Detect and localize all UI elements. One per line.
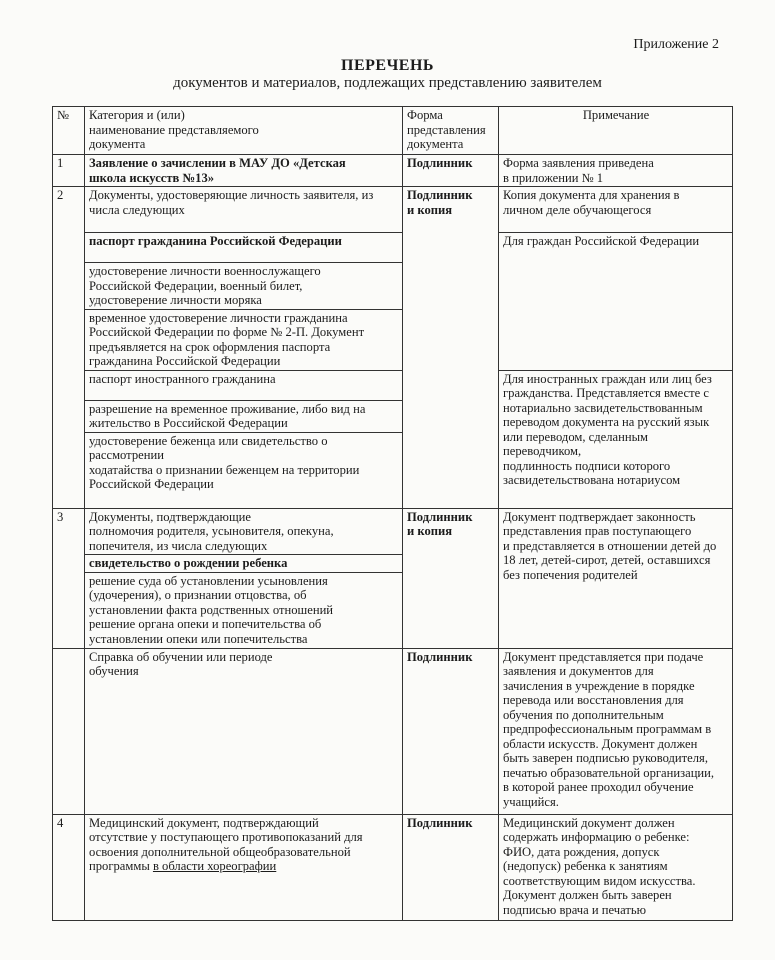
row-note: Документ подтверждает законность представления прав поступающего и представляется в отношении детей до 18 лет, детей-сирот, детей, оставшихся без попечения родителей — [499, 508, 733, 648]
table-subrow — [53, 233, 733, 263]
appendix-label: Приложение 2 — [633, 37, 719, 52]
row-category-text: Медицинский документ, подтверждающий отсутствие у поступающего противопоказаний для освоения дополнительной общеобразовательной программы — [89, 815, 363, 873]
row-note: Форма заявления приведена в приложении № 1 — [499, 155, 733, 187]
col-header-num: № — [53, 107, 85, 155]
row-form: Подлинник и копия — [403, 187, 499, 509]
row-category: Заявление о зачислении в МАУ ДО «Детская школа искусств №13» — [85, 155, 403, 187]
table-row — [53, 648, 733, 814]
row-category: Справка об обучении или периоде обучения — [85, 648, 403, 814]
row-subitem: разрешение на временное проживание, либо вид на жительство в Российской Федерации — [85, 400, 403, 432]
table-row — [53, 155, 733, 187]
table-subrow — [53, 370, 733, 400]
row-form: Подлинник и копия — [403, 508, 499, 648]
row-number: 1 — [53, 155, 85, 187]
row-subitem: временное удостоверение личности гражданина Российской Федерации по форме № 2-П. Документ предъявляется на срок оформления паспорта гражданина Российской Федерации — [85, 309, 403, 370]
table-row — [53, 187, 733, 233]
row-note: Копия документа для хранения в личном деле обучающегося — [499, 187, 733, 233]
row-category: Документы, удостоверяющие личность заявителя, из числа следующих — [85, 187, 403, 233]
row-category — [85, 814, 403, 920]
row-note: Медицинский документ должен содержать информацию о ребенке: ФИО, дата рождения, допуск (недопуск) ребенка к занятиям соответствующим видом искусства. Документ должен быть заверен подписью врача и печатью — [499, 814, 733, 920]
row-number: 4 — [53, 814, 85, 920]
row-subitem: паспорт гражданина Российской Федерации — [85, 233, 403, 263]
row-subitem: удостоверение беженца или свидетельство о рассмотрении ходатайства о признании беженцем на территории Российской Федерации — [85, 432, 403, 508]
row-note: Документ представляется при подаче заявления и документов для зачисления в учреждение в порядке перевода или восстановления для обучения по дополнительным предпрофессиональным программам в области искусств. Документ должен быть заверен подписью руководителя, печатью образовательной организации, в которой ранее проходил обучение учащийся. — [499, 648, 733, 814]
row-form: Подлинник — [403, 155, 499, 187]
document-subtitle: документов и материалов, подлежащих представлению заявителем — [173, 75, 602, 91]
col-header-form: Форма представления документа — [403, 107, 499, 155]
row-subitem: паспорт иностранного гражданина — [85, 370, 403, 400]
document-title: ПЕРЕЧЕНЬ — [341, 57, 434, 74]
row-category: Документы, подтверждающие полномочия родителя, усыновителя, опекуна, попечителя, из числа следующих — [85, 508, 403, 555]
row-subitem: свидетельство о рождении ребенка — [85, 555, 403, 573]
table-header-row — [53, 107, 733, 155]
col-header-category: Категория и (или) наименование представляемого документа — [85, 107, 403, 155]
table-row — [53, 508, 733, 555]
row-number — [53, 648, 85, 814]
row-note: Для граждан Российской Федерации — [499, 233, 733, 371]
row-subitem: удостоверение личности военнослужащего Российской Федерации, военный билет, удостоверение личности моряка — [85, 263, 403, 310]
documents-table — [52, 106, 733, 921]
row-subitem: решение суда об установлении усыновления (удочерения), о признании отцовства, об установлении факта родственных отношений решение органа опеки и попечительства об установлении опеки или попечительства — [85, 572, 403, 648]
row-number: 2 — [53, 187, 85, 509]
row-form: Подлинник — [403, 814, 499, 920]
col-header-note: Примечание — [499, 107, 733, 155]
row-number: 3 — [53, 508, 85, 648]
row-form: Подлинник — [403, 648, 499, 814]
row-note: Для иностранных граждан или лиц без гражданства. Представляется вместе с нотариально засвидетельствованным переводом документа на русский язык или переводом, сделанным переводчиком, подлинность подписи которого засвидетельствована нотариусом — [499, 370, 733, 508]
row-category-underlined: в области хореографии — [152, 859, 277, 873]
table-row — [53, 814, 733, 920]
